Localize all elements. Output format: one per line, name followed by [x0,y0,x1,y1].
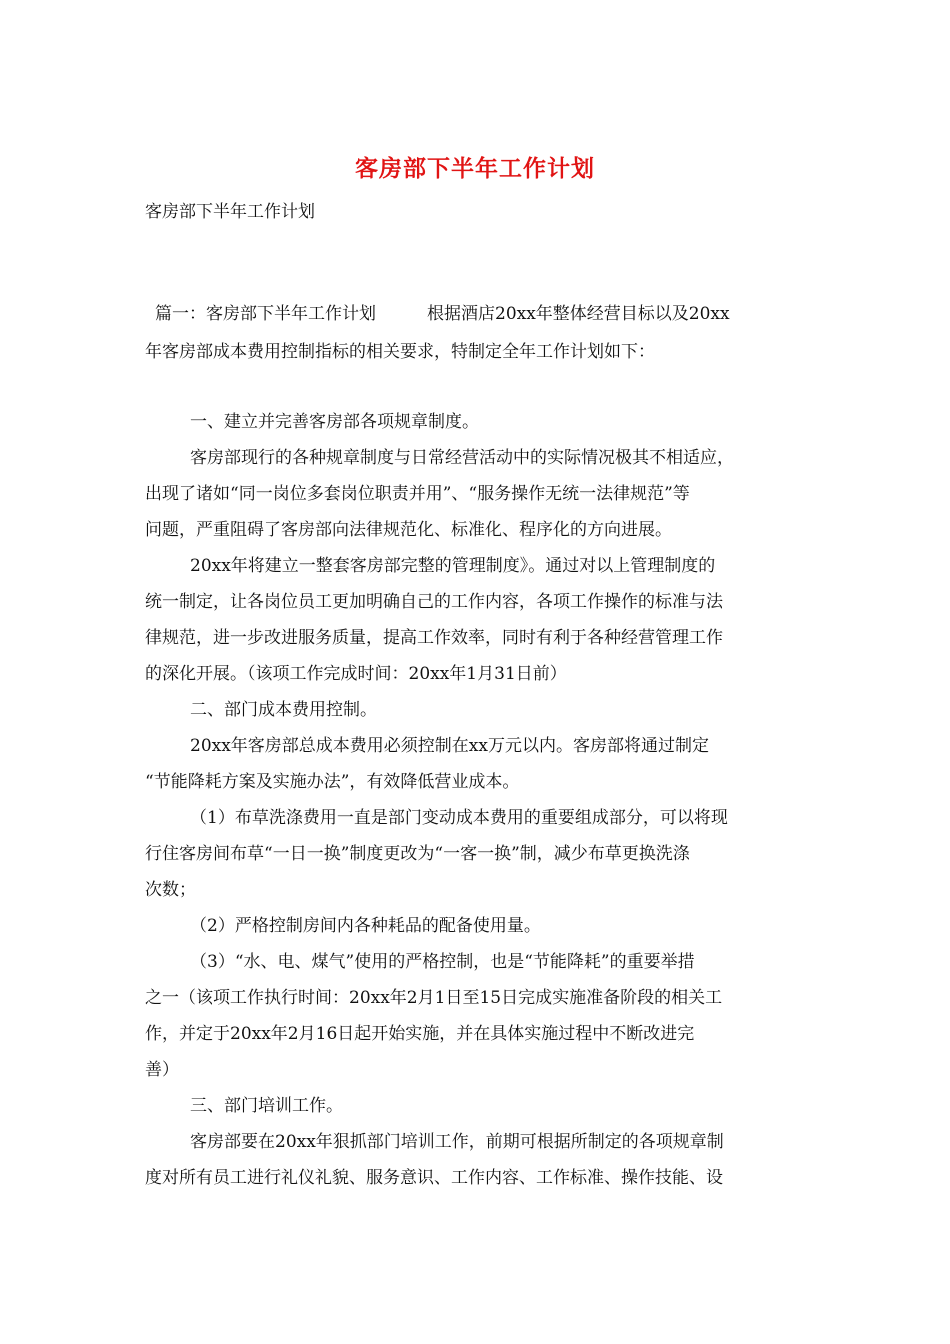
paragraph-line: 年客房部成本费用控制指标的相关要求，特制定全年工作计划如下： [145,342,655,362]
paragraph-line: 统一制定，让各岗位员工更加明确自己的工作内容，各项工作操作的标准与法 [145,592,723,612]
paragraph-line: 20xx年客房部总成本费用必须控制在xx万元以内。客房部将通过制定 [190,736,709,756]
paragraph-line: 篇一：客房部下半年工作计划 根据酒店20xx年整体经营目标以及20xx [155,304,730,324]
paragraph-line: 律规范，进一步改进服务质量，提高工作效率，同时有利于各种经营管理工作 [145,628,723,648]
document-subtitle: 客房部下半年工作计划 [145,202,315,222]
paragraph-line: 度对所有员工进行礼仪礼貌、服务意识、工作内容、工作标准、操作技能、设 [145,1168,723,1188]
paragraph-line: 作，并定于20xx年2月16日起开始实施，并在具体实施过程中不断改进完 [145,1024,695,1044]
paragraph-line: 出现了诸如“同一岗位多套岗位职责并用”、“服务操作无统一法律规范”等 [145,484,690,504]
paragraph-line: 善） [145,1060,179,1080]
paragraph-line: 客房部要在20xx年狠抓部门培训工作，前期可根据所制定的各项规章制 [190,1132,724,1152]
paragraph-line: 客房部现行的各种规章制度与日常经营活动中的实际情况极其不相适应， [190,448,734,468]
paragraph-line: 之一（该项工作执行时间：20xx年2月1日至15日完成实施准备阶段的相关工 [145,988,723,1008]
paragraph-line: （1）布草洗涤费用一直是部门变动成本费用的重要组成部分，可以将现 [190,808,728,828]
section-heading: 一、建立并完善客房部各项规章制度。 [190,412,479,432]
paragraph-line: （3）“水、电、煤气”使用的严格控制，也是“节能降耗”的重要举措 [190,952,695,972]
document-title: 客房部下半年工作计划 [355,155,595,182]
section-heading: 二、部门成本费用控制。 [190,700,377,720]
paragraph-line: 行住客房间布草“一日一换”制度更改为“一客一换”制，减少布草更换洗涤 [145,844,690,864]
paragraph-line: （2）严格控制房间内各种耗品的配备使用量。 [190,916,541,936]
paragraph-line: “节能降耗方案及实施办法”，有效降低营业成本。 [145,772,520,792]
paragraph-line: 问题，严重阻碍了客房部向法律规范化、标准化、程序化的方向进展。 [145,520,672,540]
paragraph-line: 次数； [145,880,196,900]
section-heading: 三、部门培训工作。 [190,1096,343,1116]
paragraph-line: 20xx年将建立一整套客房部完整的管理制度》。通过对以上管理制度的 [190,556,716,576]
paragraph-line: 的深化开展。（该项工作完成时间：20xx年1月31日前） [145,664,567,684]
